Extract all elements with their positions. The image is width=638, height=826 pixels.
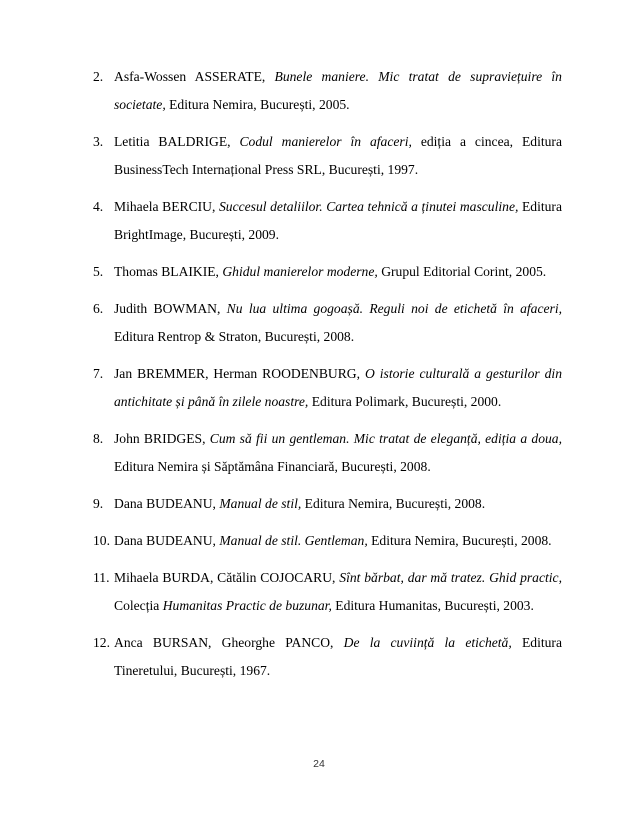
page-number: 24 <box>313 758 325 770</box>
reference-item <box>93 564 562 620</box>
reference-text: Asfa-Wossen ASSERATE, Bunele maniere. Mic tratat de supraviețuire în societate, Editura Nemira, București, 2005. <box>114 69 562 112</box>
reference-text: Judith BOWMAN, Nu lua ultima gogoașă. Reguli noi de etichetă în afaceri, Editura Rentrop & Straton, București, 2008. <box>114 301 562 344</box>
reference-item <box>93 629 562 685</box>
reference-number: 12. <box>93 635 110 650</box>
reference-number: 11. <box>93 570 110 585</box>
reference-number: 7. <box>93 366 104 381</box>
reference-list <box>93 63 562 694</box>
reference-item <box>93 360 562 416</box>
reference-text: Thomas BLAIKIE, Ghidul manierelor moderne, Grupul Editorial Corint, 2005. <box>114 264 547 279</box>
reference-text: Dana BUDEANU, Manual de stil, Editura Nemira, București, 2008. <box>114 496 486 511</box>
reference-number: 3. <box>93 134 104 149</box>
reference-text: Dana BUDEANU, Manual de stil. Gentleman, Editura Nemira, București, 2008. <box>114 533 552 548</box>
reference-item <box>93 63 562 119</box>
reference-number: 6. <box>93 301 104 316</box>
reference-item <box>93 490 562 518</box>
reference-text: Anca BURSAN, Gheorghe PANCO, De la cuviință la etichetă, Editura Tineretului, București, 1967. <box>114 635 562 678</box>
reference-number: 10. <box>93 533 110 548</box>
reference-number: 5. <box>93 264 104 279</box>
reference-item <box>93 128 562 184</box>
reference-number: 8. <box>93 431 104 446</box>
reference-number: 9. <box>93 496 104 511</box>
reference-text: Mihaela BERCIU, Succesul detaliilor. Cartea tehnică a ținutei masculine, Editura BrightImage, București, 2009. <box>114 199 562 242</box>
reference-item <box>93 425 562 481</box>
reference-text: Jan BREMMER, Herman ROODENBURG, O istorie culturală a gesturilor din antichitate și până în zilele noastre, Editura Polimark, București, 2000. <box>114 366 563 409</box>
reference-text: Mihaela BURDA, Cătălin COJOCARU, Sînt bărbat, dar mă tratez. Ghid practic, Colecția Humanitas Practic de buzunar, Editura Humanitas, București, 2003. <box>114 570 562 613</box>
reference-text: Letitia BALDRIGE, Codul manierelor în afaceri, ediția a cincea, Editura BusinessTech Internațional Press SRL, București, 1997. <box>114 134 562 177</box>
reference-item <box>93 527 562 555</box>
reference-item <box>93 193 562 249</box>
reference-text: John BRIDGES, Cum să fii un gentleman. Mic tratat de eleganță, ediția a doua, Editura Nemira și Săptămâna Financiară, București, 2008. <box>114 431 562 474</box>
reference-number: 4. <box>93 199 104 214</box>
reference-item <box>93 258 562 286</box>
reference-item <box>93 295 562 351</box>
reference-number: 2. <box>93 69 104 84</box>
